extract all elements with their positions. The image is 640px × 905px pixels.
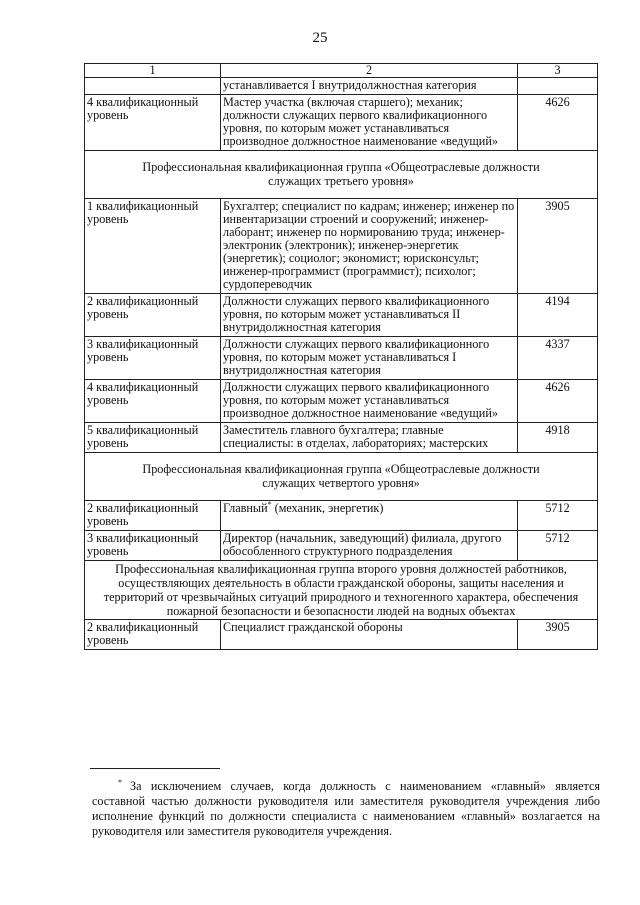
salary-cell: 4626 (518, 380, 598, 423)
positions-cell: Директор (начальник, заведующий) филиала, другого обособленного структурного подразделения (221, 531, 518, 561)
group-title: Профессиональная квалификационная группа «Общеотраслевые должности служащих четвертого уровня» (85, 453, 598, 501)
salary-cell: 4337 (518, 337, 598, 380)
header-col-2: 2 (221, 64, 518, 78)
table-row (85, 501, 598, 531)
table-header-row (85, 64, 598, 78)
salary-cell: 5712 (518, 501, 598, 531)
footnote-mark: * (118, 778, 122, 787)
footnote-text: За исключением случаев, когда должность с наименованием «главный» является составной частью должности руководителя или заместителя руководителя учреждения либо исполнение функций по должности специалиста с наименованием «главный» возлагается на руководителя или заместителя руководителя учреждения. (92, 779, 600, 839)
positions-cell: Бухгалтер; специалист по кадрам; инженер; инженер по инвентаризации строений и сооружений; инженер-лаборант; инженер по нормированию труда; инженер-электроник (электроник); инженер-энергетик (энергетик); социолог; экономист; юрисконсульт; инженер-программист (программист); психолог; сурдопереводчик (221, 199, 518, 294)
salary-cell: 3905 (518, 620, 598, 650)
level-cell: 4 квалификационный уровень (85, 380, 221, 423)
table-row (85, 531, 598, 561)
level-cell: 2 квалификационный уровень (85, 620, 221, 650)
positions-cell: устанавливается I внутридолжностная категория (221, 78, 518, 95)
table-row (85, 294, 598, 337)
positions-cell (221, 501, 518, 531)
group-title: Профессиональная квалификационная группа «Общеотраслевые должности служащих третьего уровня» (85, 151, 598, 199)
salary-cell: 5712 (518, 531, 598, 561)
page-number: 25 (312, 30, 328, 46)
positions-cell: Мастер участка (включая старшего); механик; должности служащих первого квалификационного уровня, по которым может устанавливаться производное должностное наименование «ведущий» (221, 95, 518, 151)
positions-rest-text: (механик, энергетик) (271, 501, 384, 515)
salary-cell (518, 78, 598, 95)
header-col-1: 1 (85, 64, 221, 78)
level-cell: 3 квалификационный уровень (85, 531, 221, 561)
positions-cell: Должности служащих первого квалификационного уровня, по которым может устанавливаться производное должностное наименование «ведущий» (221, 380, 518, 423)
level-cell: 2 квалификационный уровень (85, 294, 221, 337)
level-cell: 5 квалификационный уровень (85, 423, 221, 453)
footnote-reference: * (267, 499, 272, 509)
group-header-row (85, 151, 598, 199)
group-header-row (85, 561, 598, 620)
level-cell: 1 квалификационный уровень (85, 199, 221, 294)
footnote (92, 775, 600, 839)
table-row (85, 620, 598, 650)
level-cell (85, 78, 221, 95)
salary-cell: 4626 (518, 95, 598, 151)
positions-cell: Специалист гражданской обороны (221, 620, 518, 650)
table-row (85, 423, 598, 453)
salary-cell: 3905 (518, 199, 598, 294)
level-cell: 4 квалификационный уровень (85, 95, 221, 151)
positions-cell: Должности служащих первого квалификационного уровня, по которым может устанавливаться II внутридолжностная категория (221, 294, 518, 337)
salary-cell: 4918 (518, 423, 598, 453)
table-row (85, 380, 598, 423)
group-title: Профессиональная квалификационная группа второго уровня должностей работников, осуществляющих деятельность в области гражданской обороны, защиты населения и территорий от чрезвычайных ситуаций природного и техногенного характера, обеспечения пожарной безопасности и безопасности людей на водных объектах (85, 561, 598, 620)
table-row (85, 95, 598, 151)
table-row (85, 199, 598, 294)
salary-cell: 4194 (518, 294, 598, 337)
positions-cell: Должности служащих первого квалификационного уровня, по которым может устанавливаться I внутридолжностная категория (221, 337, 518, 380)
group-header-row (85, 453, 598, 501)
positions-main-text: Главный (223, 501, 268, 515)
level-cell: 3 квалификационный уровень (85, 337, 221, 380)
table-row (85, 337, 598, 380)
salary-table (84, 63, 598, 650)
footnote-separator (90, 768, 220, 769)
header-col-3: 3 (518, 64, 598, 78)
table-row-continuation (85, 78, 598, 95)
positions-cell: Заместитель главного бухгалтера; главные специалисты: в отделах, лабораториях; мастерских (221, 423, 518, 453)
level-cell: 2 квалификационный уровень (85, 501, 221, 531)
